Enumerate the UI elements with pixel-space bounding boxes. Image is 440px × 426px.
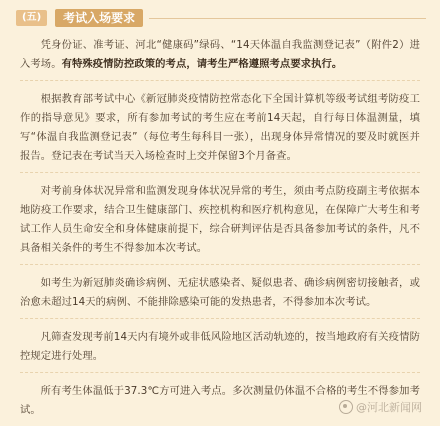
paragraph-excluded-cases: 如考生为新冠肺炎确诊病例、无症状感染者、疑似患者、确诊病例密切接触者，或治愈未超过14天的病例、不能排除感染可能的发热患者，不得参加本次考试。 (20, 277, 420, 308)
paragraph-divider (20, 80, 420, 82)
paragraph-divider (20, 172, 420, 174)
section-content (20, 36, 420, 426)
section-number-badge: (五) (16, 10, 47, 26)
watermark-text: @河北新闻网 (356, 401, 422, 414)
section-header (16, 8, 426, 28)
paragraph-entry-documents-emphasis: 有特殊疫情防控政策的考点，请考生严格遵照考点要求执行。 (61, 58, 343, 70)
paragraph-divider (20, 264, 420, 266)
paragraph-divider (20, 372, 420, 374)
paragraph-entry-documents (20, 36, 420, 74)
source-watermark (339, 399, 422, 415)
paragraph-abnormal-condition: 对考前身体状况异常和监测发现身体状况异常的考生，须由考点防疫副主考依据本地防疫工作要求，结合卫生健康部门、疾控机构和医疗机构意见，在保障广大考生和考试工作人员生命安全和身体健康前提下，综合研判评估是否具备参加考试的条件，凡不具备相关条件的考生不得参加本次考试。 (20, 185, 420, 254)
paragraph-temperature-threshold: 所有考生体温低于37.3℃方可进入考点。多次测量仍体温不合格的考生不得参加考试。 (20, 385, 420, 416)
weibo-icon (339, 400, 353, 414)
paragraph-temperature-monitoring: 根据教育部考试中心《新冠肺炎疫情防控常态化下全国计算机等级考试组考防疫工作的指导意见》要求，所有参加考试的考生应在考前14天起，自行每日体温测量，填写“体温自我监测登记表”（每位考生每科目一张），出现身体异常情况的要及时就医并报告。登记表在考试当天入场检查时上交并保留3个月备查。 (20, 93, 420, 162)
paragraph-divider (20, 318, 420, 320)
header-divider-line (149, 18, 426, 19)
section-title: 考试入场要求 (55, 9, 143, 27)
paragraph-travel-history: 凡筛查发现考前14天内有境外或非低风险地区活动轨迹的，按当地政府有关疫情防控规定进行处理。 (20, 331, 420, 362)
paragraph-entry-documents-text: 凭身份证、准考证、河北“健康码”绿码、“14天体温自我监测登记表”（附件2）进入考场。 (20, 39, 420, 70)
